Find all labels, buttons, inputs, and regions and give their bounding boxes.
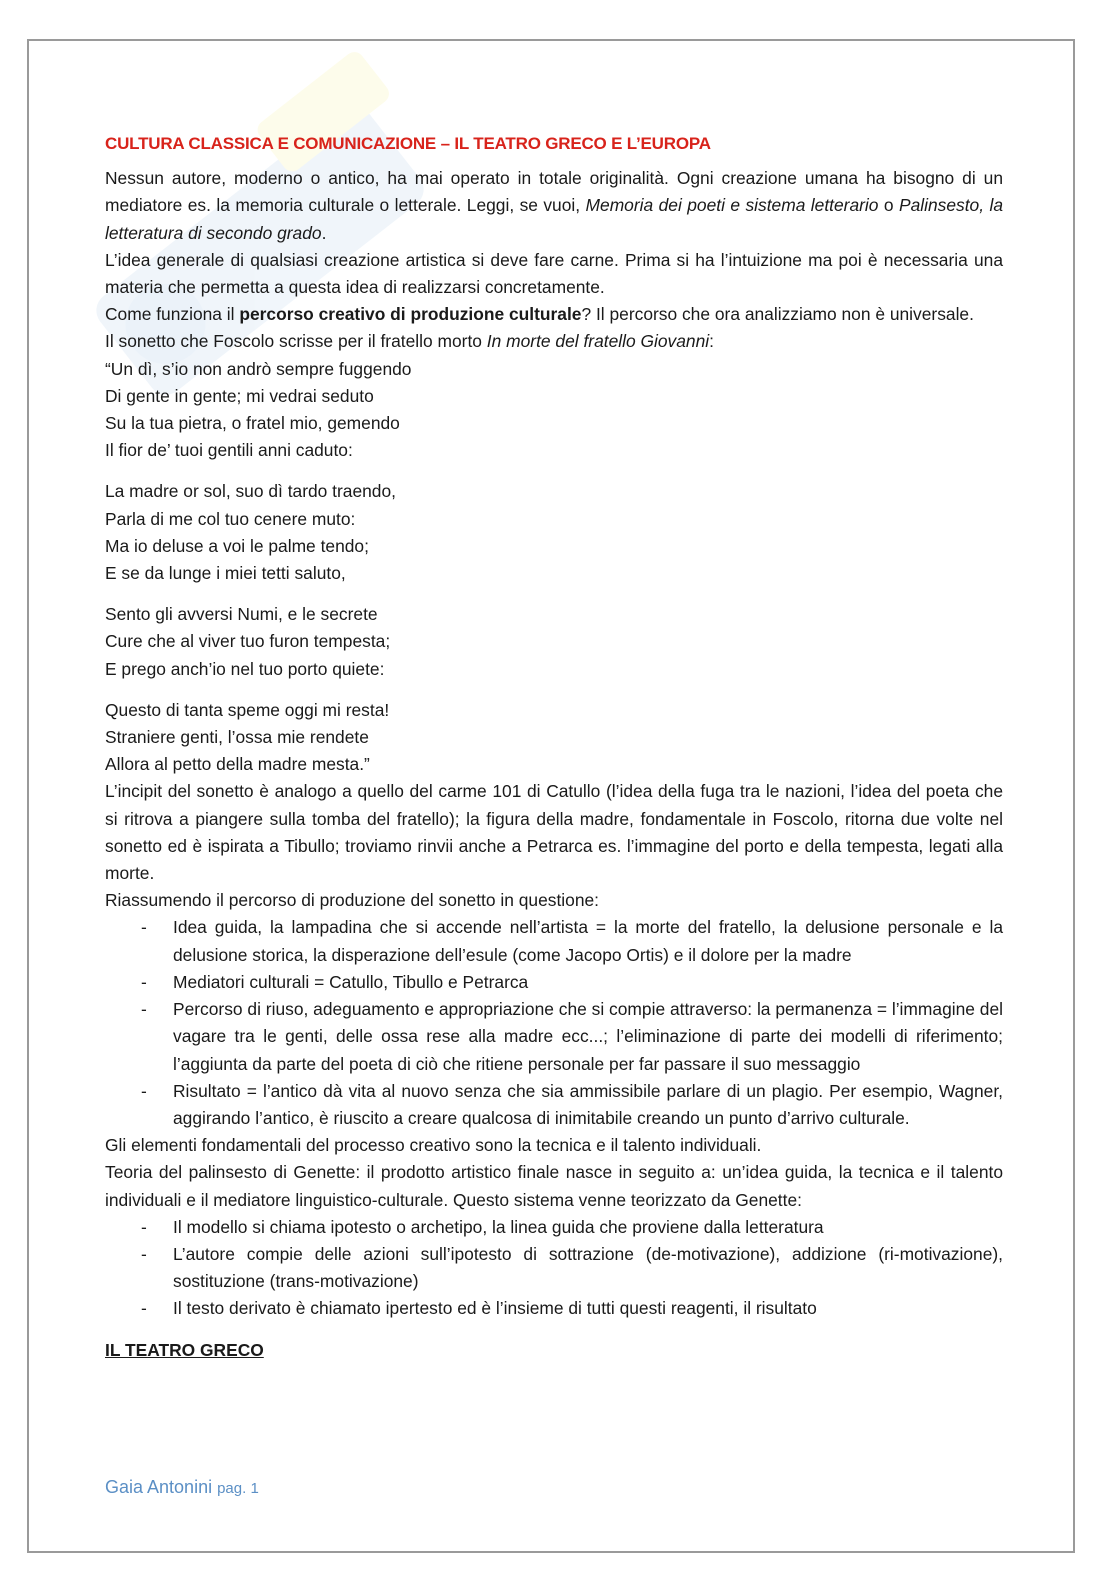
poem-line: “Un dì, s’io non andrò sempre fuggendo bbox=[105, 358, 412, 379]
poem-line: Di gente in gente; mi vedrai seduto bbox=[105, 385, 374, 406]
poem-line: E se da lunge i miei tetti saluto, bbox=[105, 563, 346, 584]
analysis-paragraph-4: Teoria del palinsesto di Genette: il prodotto artistico finale nasce in seguito a: un’idea guida, la tecnica e il talento individuali e il mediatore linguistico-culturale. Questo sistema venne teorizzato da Genette: bbox=[105, 1162, 1003, 1210]
list-item: - Percorso di riuso, adeguamento e appropriazione che si compie attraverso: la permanenza = l’immagine del vagare tra le genti, delle ossa rese alla madre ecc...; l’eliminazione di parte dei modelli di riferimento; l’aggiunta da parte del poeta di ciò che ritiene personale per far passare il suo messaggio bbox=[173, 996, 1003, 1078]
poem-line: Cure che al viver tuo furon tempesta; bbox=[105, 631, 391, 652]
document-body bbox=[105, 130, 1003, 1364]
genette-list bbox=[105, 1214, 1003, 1323]
poem-stanza bbox=[105, 601, 1003, 683]
list-item: - Idea guida, la lampadina che si accende nell’artista = la morte del fratello, la delusione personale e la delusione storica, la disperazione dell’esule (come Jacopo Ortis) e il dolore per la madre bbox=[173, 914, 1003, 968]
poem-line: Ma io deluse a voi le palme tendo; bbox=[105, 535, 369, 556]
poem-line: Sento gli avversi Numi, e le secrete bbox=[105, 604, 378, 625]
analysis-paragraph-3: Gli elementi fondamentali del processo creativo sono la tecnica e il talento individuali. bbox=[105, 1135, 762, 1156]
list-item: - Risultato = l’antico dà vita al nuovo senza che sia ammissibile parlare di un plagio. Per esempio, Wagner, aggirando l’antico, è riuscito a creare qualcosa di inimitabile creando un punto d’arrivo culturale. bbox=[173, 1078, 1003, 1132]
intro-paragraph-3: Come funziona il percorso creativo di produzione culturale? Il percorso che ora analizziamo non è universale. bbox=[105, 304, 974, 325]
footer-page-number: pag. 1 bbox=[217, 1480, 259, 1497]
document-title: CULTURA CLASSICA E COMUNICAZIONE – IL TEATRO GRECO E L’EUROPA bbox=[105, 134, 711, 153]
intro-paragraph-4: Il sonetto che Foscolo scrisse per il fratello morto In morte del fratello Giovanni: bbox=[105, 331, 714, 352]
footer-author: Gaia Antonini bbox=[105, 1477, 213, 1497]
poem-line: Su la tua pietra, o fratel mio, gemendo bbox=[105, 413, 400, 434]
list-item: - Mediatori culturali = Catullo, Tibullo e Petrarca bbox=[173, 969, 1003, 996]
production-steps-list bbox=[105, 914, 1003, 1132]
poem-stanza bbox=[105, 356, 1003, 465]
poem-stanza bbox=[105, 697, 1003, 779]
analysis-paragraph-1: L’incipit del sonetto è analogo a quello del carme 101 di Catullo (l’idea della fuga tra le nazioni, l’idea del poeta che si ritrova a piangere sulla tomba del fratello); la figura della madre, fondamentale in Foscolo, ritorna due volte nel sonetto ed è ispirata a Tibullo; troviamo rinvii anche a Petrarca es. l’immagine del porto e della tempesta, legati alla morte. bbox=[105, 781, 1003, 884]
poem-line: Parla di me col tuo cenere muto: bbox=[105, 508, 356, 529]
poem-line: Allora al petto della madre mesta.” bbox=[105, 754, 370, 775]
page-footer bbox=[105, 1477, 259, 1498]
intro-paragraph-1: Nessun autore, moderno o antico, ha mai operato in totale originalità. Ogni creazione umana ha bisogno di un mediatore es. la memoria culturale o letterale. Leggi, se vuoi, Memoria dei poeti e sistema letterario o Palinsesto, la letteratura di secondo grado. bbox=[105, 168, 1004, 243]
poem-line: La madre or sol, suo dì tardo traendo, bbox=[105, 481, 396, 502]
poem-line: Il fior de’ tuoi gentili anni caduto: bbox=[105, 440, 353, 461]
analysis-paragraph-2: Riassumendo il percorso di produzione del sonetto in questione: bbox=[105, 890, 600, 911]
list-item: - L’autore compie delle azioni sull’ipotesto di sottrazione (de-motivazione), addizione (ri-motivazione), sostituzione (trans-motivazione) bbox=[173, 1241, 1003, 1295]
poem-line: E prego anch’io nel tuo porto quiete: bbox=[105, 658, 385, 679]
poem-line: Straniere genti, l’ossa mie rendete bbox=[105, 727, 369, 748]
list-item: - Il modello si chiama ipotesto o archetipo, la linea guida che proviene dalla letteratura bbox=[173, 1214, 1003, 1241]
section-heading: IL TEATRO GRECO bbox=[105, 1339, 264, 1360]
intro-paragraph-2: L’idea generale di qualsiasi creazione artistica si deve fare carne. Prima si ha l’intuizione ma poi è necessaria una materia che permetta a questa idea di realizzarsi concretamente. bbox=[105, 249, 1003, 298]
poem-line: Questo di tanta speme oggi mi resta! bbox=[105, 699, 390, 720]
poem-stanza bbox=[105, 478, 1003, 587]
list-item: - Il testo derivato è chiamato ipertesto ed è l’insieme di tutti questi reagenti, il risultato bbox=[173, 1295, 1003, 1322]
